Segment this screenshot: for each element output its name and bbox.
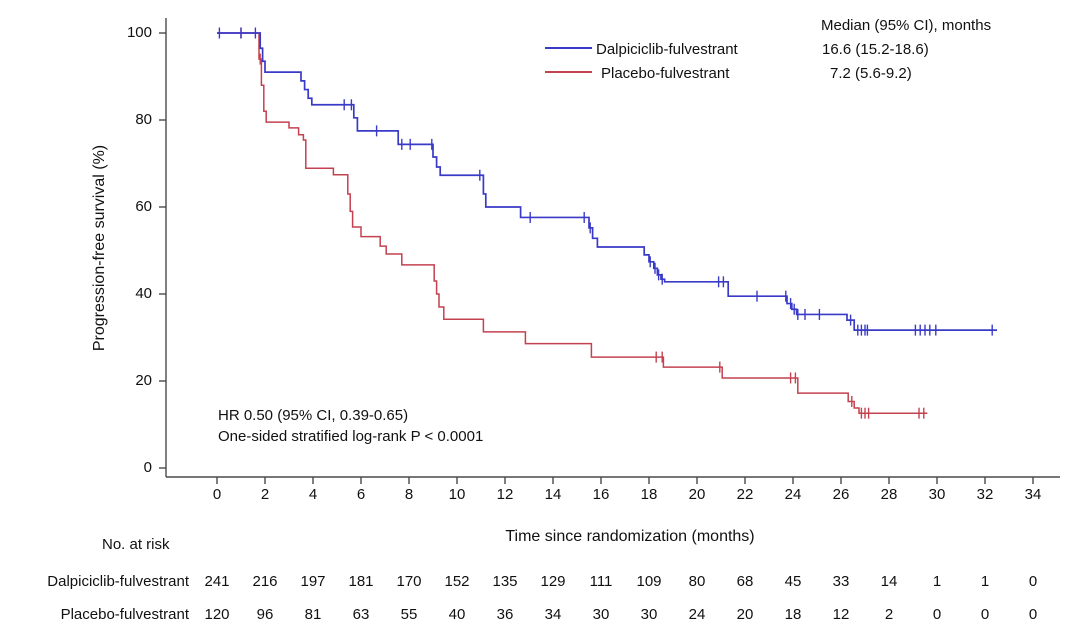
y-tick-label: 60 (135, 198, 152, 215)
legend-median-placebo: 7.2 (5.6-9.2) (830, 65, 912, 82)
risk-count: 80 (688, 573, 706, 590)
risk-count: 111 (589, 573, 613, 590)
risk-count: 2 (884, 606, 894, 623)
y-axis-title: Progression-free survival (%) (91, 144, 108, 352)
x-tick-label: 2 (260, 486, 270, 503)
risk-count: 20 (736, 606, 754, 623)
x-tick-label: 10 (448, 486, 466, 503)
risk-count: 135 (492, 573, 518, 590)
risk-count: 170 (396, 573, 422, 590)
risk-count: 45 (784, 573, 802, 590)
risk-row-label-placebo: Placebo-fulvestrant (60, 606, 189, 623)
x-tick-label: 20 (688, 486, 706, 503)
risk-count: 96 (256, 606, 274, 623)
risk-count: 109 (636, 573, 662, 590)
x-tick-label: 8 (404, 486, 414, 503)
risk-count: 55 (400, 606, 418, 623)
y-tick-label: 40 (135, 285, 152, 302)
x-axis-title: Time since randomization (months) (505, 528, 755, 545)
legend-line-dalpiciclib (545, 47, 592, 49)
x-tick-label: 26 (832, 486, 850, 503)
x-tick-label: 30 (928, 486, 946, 503)
hr-annotation: HR 0.50 (95% CI, 0.39-0.65) (218, 407, 409, 424)
x-tick-label: 28 (880, 486, 898, 503)
legend-label-dalpiciclib: Dalpiciclib-fulvestrant (596, 41, 738, 58)
x-tick-label: 16 (592, 486, 610, 503)
y-tick-label: 0 (143, 459, 152, 476)
risk-row-label-dalpiciclib: Dalpiciclib-fulvestrant (47, 573, 189, 590)
legend-line-placebo (545, 71, 592, 73)
x-tick-label: 12 (496, 486, 514, 503)
legend-median-dalpiciclib: 16.6 (15.2-18.6) (822, 41, 929, 58)
y-tick-label: 100 (126, 24, 152, 41)
risk-count: 36 (496, 606, 514, 623)
risk-count: 181 (348, 573, 374, 590)
km-curve-placebo (217, 33, 927, 413)
x-tick-label: 6 (356, 486, 366, 503)
risk-count: 1 (980, 573, 990, 590)
x-tick-label: 34 (1024, 486, 1042, 503)
risk-count: 40 (448, 606, 466, 623)
risk-table-title: No. at risk (102, 536, 170, 553)
legend-header: Median (95% CI), months (821, 17, 992, 34)
risk-count: 129 (540, 573, 566, 590)
risk-count: 0 (1028, 573, 1038, 590)
risk-count: 81 (304, 606, 322, 623)
x-tick-label: 4 (308, 486, 318, 503)
risk-count: 0 (932, 606, 942, 623)
risk-count: 24 (688, 606, 706, 623)
risk-count: 216 (252, 573, 278, 590)
risk-count: 1 (932, 573, 942, 590)
risk-count: 241 (204, 573, 230, 590)
x-tick-label: 32 (976, 486, 994, 503)
risk-count: 68 (736, 573, 754, 590)
x-tick-label: 18 (640, 486, 658, 503)
risk-count: 152 (444, 573, 470, 590)
y-tick-label: 20 (135, 372, 152, 389)
x-tick-label: 0 (212, 486, 222, 503)
x-tick-label: 14 (544, 486, 562, 503)
risk-count: 63 (352, 606, 370, 623)
legend-label-placebo: Placebo-fulvestrant (601, 65, 730, 82)
risk-count: 30 (640, 606, 658, 623)
x-tick-label: 24 (784, 486, 802, 503)
risk-count: 197 (300, 573, 326, 590)
logrank-annotation: One-sided stratified log-rank P < 0.0001 (218, 428, 484, 445)
x-tick-label: 22 (736, 486, 754, 503)
risk-count: 14 (880, 573, 898, 590)
risk-count: 0 (980, 606, 990, 623)
risk-count: 34 (544, 606, 562, 623)
y-tick-label: 80 (135, 111, 152, 128)
risk-count: 33 (832, 573, 850, 590)
risk-count: 120 (204, 606, 230, 623)
risk-count: 30 (592, 606, 610, 623)
risk-count: 18 (784, 606, 802, 623)
risk-count: 12 (832, 606, 850, 623)
risk-count: 0 (1028, 606, 1038, 623)
